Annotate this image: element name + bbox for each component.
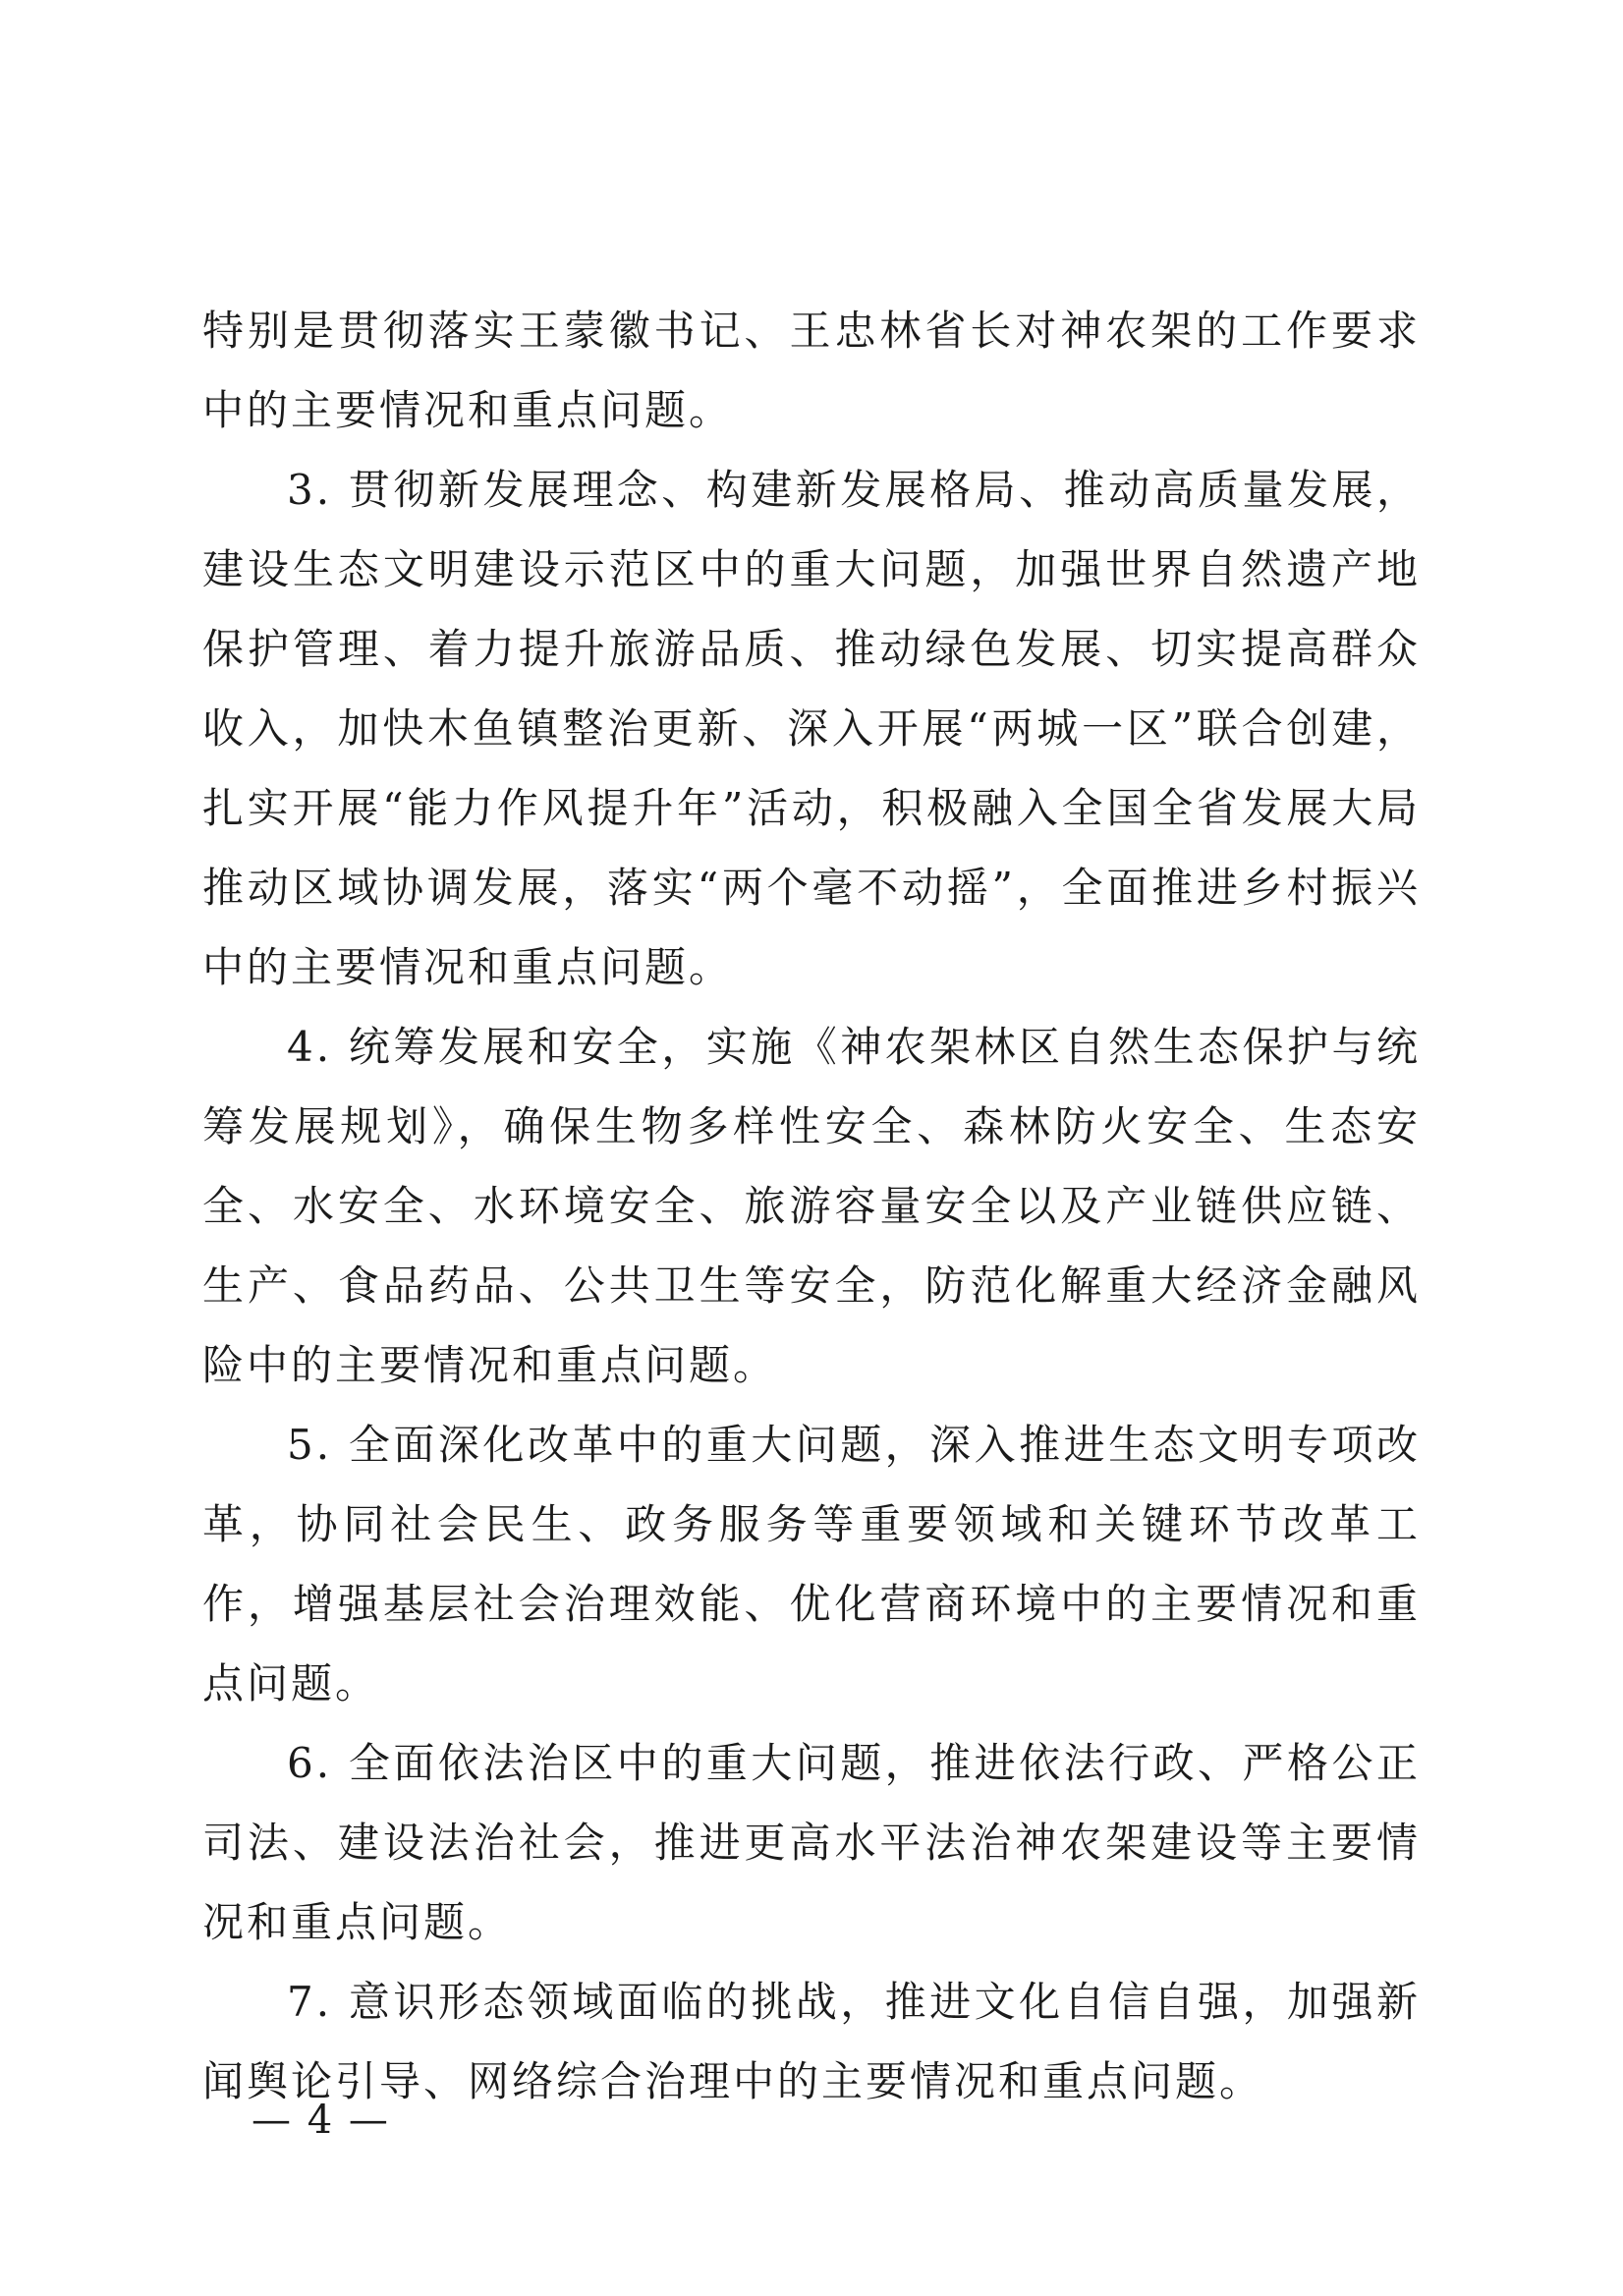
paragraph-continuation: 特别是贯彻落实王蒙徽书记、王忠林省长对神农架的工作要求中的主要情况和重点问题。	[202, 307, 1421, 434]
paragraph-item-3: 3. 贯彻新发展理念、构建新发展格局、推动高质量发展，建设生态文明建设示范区中的重大问题，加强世界自然遗产地保护管理、着力提升旅游品质、推动绿色发展、切实提高群众收入，加快木鱼镇整治更新、深入开展“两城一区”联合创建，扎实开展“能力作风提升年”活动，积极融入全国全省发展大局推动区域协调发展，落实“两个毫不动摇”，全面推进乡村振兴中的主要情况和重点问题。	[202, 466, 1421, 991]
page-number: — 4 —	[252, 2098, 390, 2143]
paragraph-item-5: 5. 全面深化改革中的重大问题，深入推进生态文明专项改革，协同社会民生、政务服务等重要领域和关键环节改革工作，增强基层社会治理效能、优化营商环境中的主要情况和重点问题。	[202, 1421, 1421, 1708]
paragraph-item-4: 4. 统筹发展和安全，实施《神农架林区自然生态保护与统筹发展规划》，确保生物多样性安全、森林防火安全、生态安全、水安全、水环境安全、旅游容量安全以及产业链供应链、生产、食品药品、公共卫生等安全，防范化解重大经济金融风险中的主要情况和重点问题。	[202, 1023, 1421, 1389]
paragraph-item-6: 6. 全面依法治区中的重大问题，推进依法行政、严格公正司法、建设法治社会，推进更高水平法治神农架建设等主要情况和重点问题。	[202, 1739, 1421, 1946]
body-text	[202, 291, 1421, 2121]
paragraph-item-7: 7. 意识形态领域面临的挑战，推进文化自信自强，加强新闻舆论引导、网络综合治理中的主要情况和重点问题。	[202, 1978, 1421, 2105]
